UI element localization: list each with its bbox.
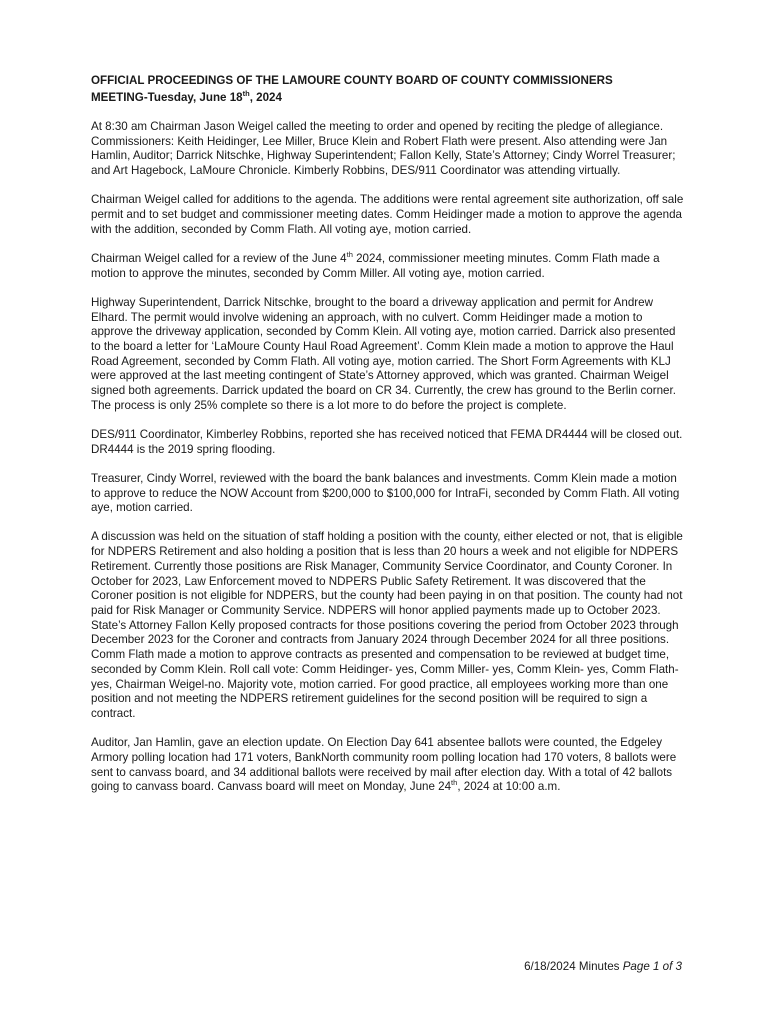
footer-page-number: Page 1 of 3 — [622, 960, 682, 973]
minutes-text: Chairman Weigel called for a review of the June 4 — [91, 251, 347, 265]
minutes-text-rest: 2024, commissioner meeting minutes. Comm Flath made a motion to approve the minutes, seconded by Comm Miller. All voting aye, motion carried. — [91, 251, 660, 280]
paragraph-call-to-order: At 8:30 am Chairman Jason Weigel called the meeting to order and opened by reciting the pledge of allegiance. Commissioners: Keith Heidinger, Lee Miller, Bruce Klein and Robert Flath were present. Also attending were Jan Hamlin, Auditor; Darrick Nitschke, Highway Superintendent; Fallon Kelly, State’s Attorney; Cindy Worrel Treasurer; and Art Hagebock, LaMoure Chronicle. Kimberly Robbins, DES/911 Coordinator was attending virtually. — [91, 120, 676, 178]
title-date-year: , 2024 — [249, 91, 282, 104]
minutes-date-suffix: th — [346, 250, 353, 260]
paragraph-treasurer: Treasurer, Cindy Worrel, reviewed with the board the bank balances and investments. Comm Klein made a motion to approve to reduce the NOW Account from $200,000 to $100,000 for IntraFi, seconded by Comm Flath. All voting aye, motion carried. — [91, 471, 680, 515]
document-body — [91, 72, 685, 809]
paragraph-highway: Highway Superintendent, Darrick Nitschke, brought to the board a driveway application and permit for Andrew Elhard. The permit would involve widening an approach, with no culvert. Comm Heidinger made a motion to approve the driveway application, seconded by Comm Klein. All voting aye, motion carried. Darrick also presented to the board a letter for ‘LaMoure County Haul Road Agreement’. Comm Klein made a motion to approve the Haul Road Agreement, seconded by Comm Flath. All voting aye, motion carried. The Short Form Agreements with KLJ were approved at the last meeting contingent of State’s Attorney approved, which was granted. Chairman Weigel signed both agreements. Darrick updated the board on CR 34. Currently, the crew has ground to the Berlin corner. The process is only 25% complete so there is a lot more to do before the project is complete. — [91, 295, 676, 412]
paragraph-ndpers: A discussion was held on the situation of staff holding a position with the county, either elected or not, that is eligible for NDPERS Retirement and also holding a position that is less than 20 hours a week and not eligible for NDPERS Retirement. Currently those positions are Risk Manager, Community Service Coordinator, and County Coroner. In October for 2023, Law Enforcement moved to NDPERS Public Safety Retirement. It was discovered that the Coroner position is not eligible for NDPERS, but the county had been paying in on that position. The county had not paid for Risk Manager or Community Service. NDPERS will honor applied payments made up to October 2023. State’s Attorney Fallon Kelly proposed contracts for those positions covering the period from October 2023 through December 2023 for the Coroner and contracts from January 2024 through December 2024 for all three positions. Comm Flath made a motion to approve contracts as presented and compensation to be reviewed at budget time, seconded by Comm Klein. Roll call vote: Comm Heidinger- yes, Comm Miller- yes, Comm Klein- yes, Comm Flath-yes, Chairman Weigel-no. Majority vote, motion carried. For good practice, all employees working more than one position and not meeting the NDPERS retirement guidelines for the second position will be required to sign a contract. — [91, 530, 683, 720]
title-date-text: MEETING-Tuesday, June 18 — [91, 91, 243, 104]
footer-date: 6/18/2024 Minutes — [524, 960, 623, 973]
title-line-1: OFFICIAL PROCEEDINGS OF THE LAMOURE COUNTY BOARD OF COUNTY COMMISSIONERS — [91, 74, 613, 87]
paragraph-agenda: Chairman Weigel called for additions to the agenda. The additions were rental agreement site authorization, off sale permit and to set budget and commissioner meeting dates. Comm Heidinger made a motion to approve the agenda with the addition, seconded by Comm Flath. All voting aye, motion carried. — [91, 193, 684, 236]
paragraph-des-911: DES/911 Coordinator, Kimberley Robbins, reported she has received noticed that FEMA DR4444 will be closed out. DR4444 is the 2019 spring flooding. — [91, 427, 683, 456]
election-text: Auditor, Jan Hamlin, gave an election update. On Election Day 641 absentee ballots were counted, the Edgeley Armory polling location had 171 voters, BankNorth community room polling location had 170 voters, 8 ballots were sent to canvass board, and 34 additional ballots were received by mail after election day. With a total of 42 ballots going to canvass board. Canvass board will meet on Monday, June 24 — [91, 736, 677, 794]
paragraph-election — [91, 736, 685, 795]
paragraph-minutes-review — [91, 252, 685, 281]
document-title — [91, 72, 685, 106]
election-date-suffix: th — [451, 778, 458, 788]
title-date-suffix: th — [242, 89, 250, 99]
election-text-rest: , 2024 at 10:00 a.m. — [457, 780, 561, 794]
title-line-2 — [91, 91, 282, 104]
page-footer — [524, 960, 682, 973]
